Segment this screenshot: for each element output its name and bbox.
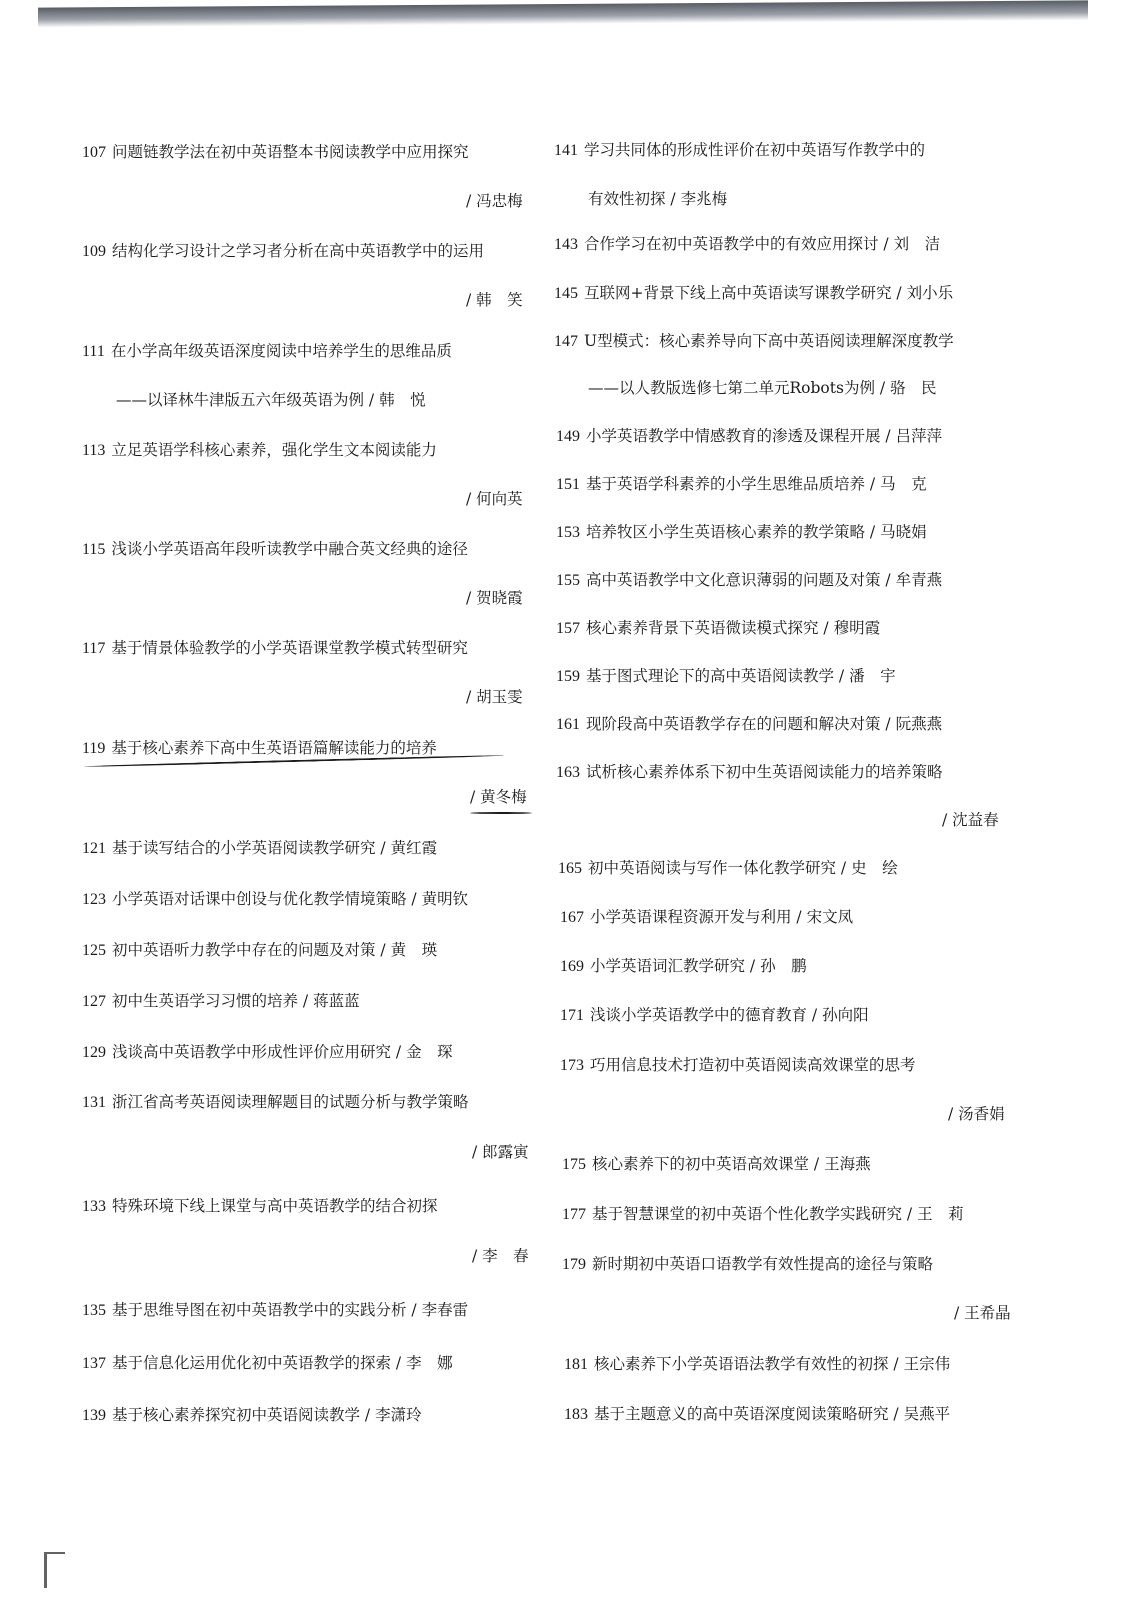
toc-entry: 183 基于主题意义的高中英语深度阅读策略研究 / 吴燕平 [564, 1405, 951, 1423]
entry-title: U型模式：核心素养导向下高中英语阅读理解深度教学 [584, 332, 954, 350]
toc-entry: 143 合作学习在初中英语教学中的有效应用探讨 / 刘 洁 [554, 235, 941, 253]
toc-entry: 123 小学英语对话课中创设与优化教学情境策略 / 黄明钦 [82, 890, 469, 908]
scan-corner-mark [44, 1552, 65, 1588]
toc-entry: 169 小学英语词汇教学研究 / 孙 鹏 [560, 957, 807, 975]
toc-entry: 129 浅谈高中英语教学中形成性评价应用研究 / 金 琛 [82, 1043, 453, 1061]
pen-underline [470, 812, 532, 814]
toc-entry: 137 基于信息化运用优化初中英语教学的探索 / 李 娜 [82, 1354, 453, 1372]
toc-entry: 133 特殊环境下线上课堂与高中英语教学的结合初探 [82, 1197, 438, 1215]
entry-title: 核心素养下小学英语语法教学有效性的初探 / 王宗伟 [594, 1355, 951, 1373]
entry-title: 合作学习在初中英语教学中的有效应用探讨 / 刘 洁 [584, 235, 941, 253]
toc-entry: 173 巧用信息技术打造初中英语阅读高效课堂的思考 [560, 1056, 916, 1074]
entry-title: 基于核心素养探究初中英语阅读教学 / 李潇玲 [112, 1406, 422, 1424]
entry-title: 基于主题意义的高中英语深度阅读策略研究 / 吴燕平 [594, 1405, 951, 1423]
entry-author: / 贺晓霞 [466, 589, 523, 607]
entry-title: 初中英语听力教学中存在的问题及对策 / 黄 瑛 [112, 941, 438, 959]
toc-entry: 111 在小学高年级英语深度阅读中培养学生的思维品质 [82, 342, 452, 360]
toc-entry: 115 浅谈小学英语高年段听读教学中融合英文经典的途径 [82, 540, 468, 558]
entry-author: / 汤香娟 [948, 1105, 1005, 1123]
toc-entry: 107 问题链教学法在初中英语整本书阅读教学中应用探究 [82, 143, 469, 161]
entry-title: 小学英语课程资源开发与利用 / 宋文凤 [590, 908, 854, 926]
entry-title: 问题链教学法在初中英语整本书阅读教学中应用探究 [112, 143, 469, 161]
entry-author: / 黄冬梅 [470, 788, 527, 806]
entry-title: 新时期初中英语口语教学有效性提高的途径与策略 [592, 1255, 934, 1273]
toc-entry: 181 核心素养下小学英语语法教学有效性的初探 / 王宗伟 [564, 1355, 951, 1373]
entry-author: / 冯忠梅 [466, 192, 523, 210]
toc-entry: 125 初中英语听力教学中存在的问题及对策 / 黄 瑛 [82, 941, 438, 959]
toc-entry: 147 U型模式：核心素养导向下高中英语阅读理解深度教学 [554, 332, 954, 350]
entry-subtitle: 有效性初探 / 李兆梅 [588, 190, 728, 208]
entry-author: / 王希晶 [954, 1304, 1011, 1322]
toc-entry: 151 基于英语学科素养的小学生思维品质培养 / 马 克 [556, 475, 927, 493]
entry-title: 基于核心素养下高中生英语语篇解读能力的培养 [111, 739, 437, 757]
entry-title: 小学英语对话课中创设与优化教学情境策略 / 黄明钦 [112, 890, 469, 908]
entry-title: 巧用信息技术打造初中英语阅读高效课堂的思考 [590, 1056, 916, 1074]
entry-title: 浅谈小学英语教学中的德育教育 / 孙向阳 [590, 1006, 869, 1024]
toc-entry: 141 学习共同体的形成性评价在初中英语写作教学中的 [554, 141, 926, 159]
entry-title: 基于图式理论下的高中英语阅读教学 / 潘 宇 [586, 667, 896, 685]
entry-title: 在小学高年级英语深度阅读中培养学生的思维品质 [110, 342, 452, 360]
entry-title: 基于智慧课堂的初中英语个性化教学实践研究 / 王 莉 [592, 1205, 964, 1223]
toc-entry: 171 浅谈小学英语教学中的德育教育 / 孙向阳 [560, 1006, 869, 1024]
entry-author: / 郎露寅 [472, 1143, 529, 1161]
entry-title: 浅谈高中英语教学中形成性评价应用研究 / 金 琛 [112, 1043, 453, 1061]
toc-entry: 157 核心素养背景下英语微读模式探究 / 穆明霞 [556, 619, 881, 637]
entry-title: 基于信息化运用优化初中英语教学的探索 / 李 娜 [112, 1354, 453, 1372]
entry-title: 互联网+背景下线上高中英语读写课教学研究 / 刘小乐 [584, 284, 954, 302]
entry-author: / 胡玉雯 [466, 688, 523, 706]
entry-title: 培养牧区小学生英语核心素养的教学策略 / 马晓娟 [586, 523, 927, 541]
toc-entry: 139 基于核心素养探究初中英语阅读教学 / 李潇玲 [82, 1406, 422, 1424]
entry-title: 初中英语阅读与写作一体化教学研究 / 史 绘 [588, 859, 898, 877]
entry-title: 学习共同体的形成性评价在初中英语写作教学中的 [584, 141, 926, 159]
entry-title: 试析核心素养体系下初中生英语阅读能力的培养策略 [586, 763, 943, 781]
entry-author: / 何向英 [466, 490, 523, 508]
toc-entry: 165 初中英语阅读与写作一体化教学研究 / 史 绘 [558, 859, 898, 877]
toc-entry: 121 基于读写结合的小学英语阅读教学研究 / 黄红霞 [82, 839, 438, 857]
entry-title: 特殊环境下线上课堂与高中英语教学的结合初探 [112, 1197, 438, 1215]
entry-title: 基于情景体验教学的小学英语课堂教学模式转型研究 [111, 639, 468, 657]
entry-subtitle: ——以译林牛津版五六年级英语为例 / 韩 悦 [116, 391, 426, 409]
entry-title: 浅谈小学英语高年段听读教学中融合英文经典的途径 [111, 540, 468, 558]
entry-subtitle: ——以人教版选修七第二单元Robots为例 / 骆 民 [588, 379, 937, 397]
toc-entry: 145 互联网+背景下线上高中英语读写课教学研究 / 刘小乐 [554, 284, 954, 302]
entry-title: 小学英语教学中情感教育的渗透及课程开展 / 吕萍萍 [586, 427, 943, 445]
toc-entry: 175 核心素养下的初中英语高效课堂 / 王海燕 [562, 1155, 871, 1173]
toc-entry: 119 基于核心素养下高中生英语语篇解读能力的培养 [82, 739, 437, 757]
toc-entry: 149 小学英语教学中情感教育的渗透及课程开展 / 吕萍萍 [556, 427, 943, 445]
entry-title: 基于英语学科素养的小学生思维品质培养 / 马 克 [586, 475, 927, 493]
toc-entry: 135 基于思维导图在初中英语教学中的实践分析 / 李春雷 [82, 1301, 469, 1319]
entry-title: 核心素养下的初中英语高效课堂 / 王海燕 [592, 1155, 871, 1173]
toc-entry: 127 初中生英语学习习惯的培养 / 蒋蓝蓝 [82, 992, 360, 1010]
entry-title: 基于读写结合的小学英语阅读教学研究 / 黄红霞 [112, 839, 438, 857]
toc-entry: 109 结构化学习设计之学习者分析在高中英语教学中的运用 [82, 242, 485, 260]
entry-author: / 韩 笑 [466, 291, 523, 309]
entry-author: / 沈益春 [942, 811, 999, 829]
toc-entry: 161 现阶段高中英语教学存在的问题和解决对策 / 阮燕燕 [556, 715, 943, 733]
toc-entry: 117 基于情景体验教学的小学英语课堂教学模式转型研究 [82, 639, 468, 657]
entry-title: 核心素养背景下英语微读模式探究 / 穆明霞 [586, 619, 881, 637]
toc-entry: 167 小学英语课程资源开发与利用 / 宋文凤 [560, 908, 854, 926]
entry-title: 高中英语教学中文化意识薄弱的问题及对策 / 牟青燕 [586, 571, 943, 589]
toc-entry: 131 浙江省高考英语阅读理解题目的试题分析与教学策略 [82, 1093, 469, 1111]
entry-title: 立足英语学科核心素养，强化学生文本阅读能力 [111, 441, 437, 459]
entry-title: 初中生英语学习习惯的培养 / 蒋蓝蓝 [112, 992, 360, 1010]
toc-entry: 179 新时期初中英语口语教学有效性提高的途径与策略 [562, 1255, 934, 1273]
entry-title: 现阶段高中英语教学存在的问题和解决对策 / 阮燕燕 [586, 715, 943, 733]
toc-entry: 159 基于图式理论下的高中英语阅读教学 / 潘 宇 [556, 667, 896, 685]
toc-entry: 113 立足英语学科核心素养，强化学生文本阅读能力 [82, 441, 437, 459]
entry-title: 浙江省高考英语阅读理解题目的试题分析与教学策略 [112, 1093, 469, 1111]
toc-entry: 155 高中英语教学中文化意识薄弱的问题及对策 / 牟青燕 [556, 571, 943, 589]
entry-author: / 李 春 [472, 1247, 529, 1265]
toc-entry: 153 培养牧区小学生英语核心素养的教学策略 / 马晓娟 [556, 523, 927, 541]
entry-title: 小学英语词汇教学研究 / 孙 鹏 [590, 957, 807, 975]
toc-entry: 177 基于智慧课堂的初中英语个性化教学实践研究 / 王 莉 [562, 1205, 964, 1223]
toc-entry: 163 试析核心素养体系下初中生英语阅读能力的培养策略 [556, 763, 943, 781]
scan-top-edge [38, 0, 1088, 27]
entry-title: 基于思维导图在初中英语教学中的实践分析 / 李春雷 [112, 1301, 469, 1319]
entry-title: 结构化学习设计之学习者分析在高中英语教学中的运用 [112, 242, 485, 260]
